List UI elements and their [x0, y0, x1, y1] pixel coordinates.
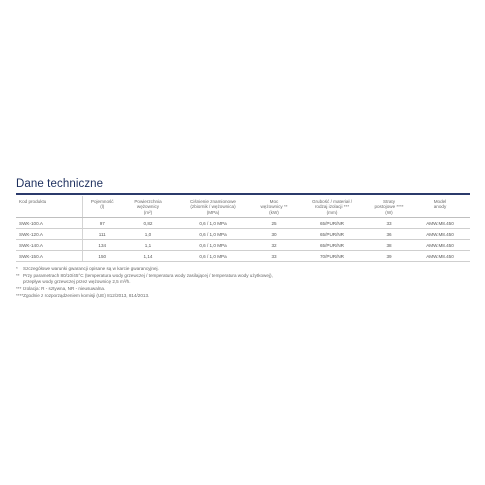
technical-data-table — [16, 196, 470, 262]
cell-nominal-pressure: 0,6 / 1,0 MPa — [174, 229, 252, 240]
footnote-marker: ** — [16, 272, 20, 278]
footnote-marker: *** — [16, 286, 22, 291]
cell-coil-area: 1,1 — [122, 240, 174, 251]
header-capacity: Pojemność (l) — [82, 196, 122, 218]
cell-nominal-pressure: 0,6 / 1,0 MPa — [174, 251, 252, 262]
cell-insulation: 65/PUR/NR — [296, 229, 368, 240]
cell-standby-loss: 39 — [368, 251, 410, 262]
footnote-marker: **** — [16, 292, 24, 298]
cell-anode-model: AMW.M8.450 — [410, 240, 470, 251]
table-row — [16, 218, 470, 229]
cell-standby-loss: 38 — [368, 240, 410, 251]
cell-insulation: 70/PUR/NR — [296, 251, 368, 262]
table-row — [16, 229, 470, 240]
cell-capacity: 134 — [82, 240, 122, 251]
footnote — [16, 266, 470, 273]
cell-anode-model: AMW.M8.450 — [410, 218, 470, 229]
cell-coil-power: 33 — [252, 251, 296, 262]
technical-data-section — [16, 178, 470, 299]
header-nominal-pressure: Ciśnienie znamionowe (zbiornik / wężownica) (MPa) — [174, 196, 252, 218]
footnote-marker: * — [16, 266, 18, 272]
footnotes — [16, 266, 470, 299]
cell-coil-area: 1,14 — [122, 251, 174, 262]
table-row — [16, 251, 470, 262]
footnote — [16, 293, 470, 300]
footnote-text: Zgodnie z rozporządzeniem komisji (UE) 812/2013, 814/2013. — [23, 292, 150, 298]
header-insulation: Grubość / materiał / rodzaj izolacji *** (mm) — [296, 196, 368, 218]
section-title: Dane techniczne — [16, 178, 104, 190]
cell-product-code: SWK-120.A — [16, 229, 82, 240]
cell-coil-power: 25 — [252, 218, 296, 229]
cell-standby-loss: 36 — [368, 229, 410, 240]
cell-anode-model: AMW.M8.450 — [410, 229, 470, 240]
footnote — [16, 273, 470, 280]
cell-product-code: SWK-100.A — [16, 218, 82, 229]
table-header-row — [16, 196, 470, 218]
title-underline — [16, 193, 470, 195]
footnote-continuation — [16, 279, 470, 286]
cell-capacity: 111 — [82, 229, 122, 240]
header-anode-model: Model anody — [410, 196, 470, 218]
cell-insulation: 65/PUR/NR — [296, 218, 368, 229]
footnote-text: Przy parametrach 80/10/45°C (temperatura wody grzewczej / temperatura wody zasilającej / temperatura wody użytkowej), — [23, 272, 273, 278]
header-product-code: Kod produktu — [16, 196, 82, 218]
header-coil-area: Powierzchnia wężownicy (m²) — [122, 196, 174, 218]
footnote-text: przepływ wody grzewczej przez wężownicę 2,5 m³/h. — [23, 279, 131, 285]
cell-coil-area: 1,0 — [122, 229, 174, 240]
footnote-text: Szczegółowe warunki gwarancji opisane są w karcie gwarancyjnej. — [23, 266, 159, 272]
cell-nominal-pressure: 0,6 / 1,0 MPa — [174, 218, 252, 229]
cell-coil-power: 32 — [252, 240, 296, 251]
cell-standby-loss: 33 — [368, 218, 410, 229]
cell-capacity: 97 — [82, 218, 122, 229]
cell-product-code: SWK-150.A — [16, 251, 82, 262]
cell-anode-model: AMW.M8.450 — [410, 251, 470, 262]
cell-product-code: SWK-140.A — [16, 240, 82, 251]
header-coil-power: Moc wężownicy ** (kW) — [252, 196, 296, 218]
cell-capacity: 150 — [82, 251, 122, 262]
footnote-text: Izolacja: R - sztywna, NR - nieusuwalna. — [23, 286, 106, 291]
footnote — [16, 286, 470, 293]
cell-coil-area: 0,82 — [122, 218, 174, 229]
table-row — [16, 240, 470, 251]
cell-insulation: 65/PUR/NR — [296, 240, 368, 251]
cell-coil-power: 30 — [252, 229, 296, 240]
cell-nominal-pressure: 0,6 / 1,0 MPa — [174, 240, 252, 251]
header-standby-loss: Straty postojowe **** (W) — [368, 196, 410, 218]
